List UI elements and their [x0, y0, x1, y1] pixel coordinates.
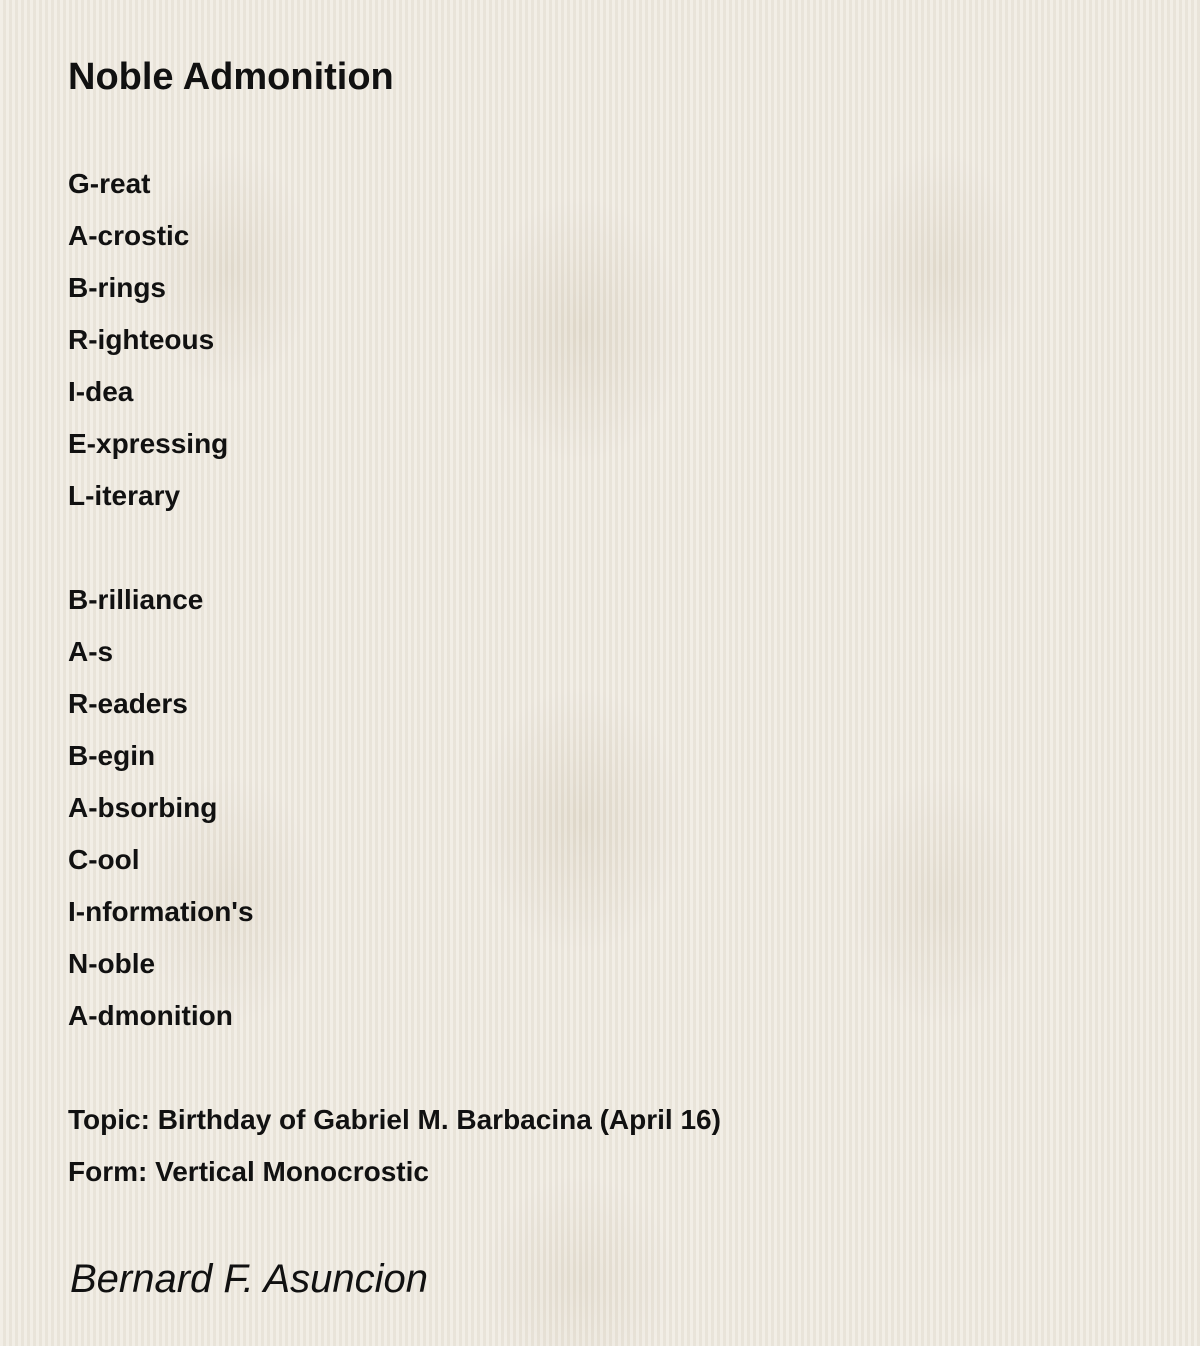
poem-line: B-egin [68, 740, 156, 771]
poem-line: R-ighteous [68, 324, 215, 355]
poem-line: I-dea [68, 376, 134, 407]
poem-line: R-eaders [68, 688, 188, 719]
poem-line: L-iterary [68, 480, 181, 511]
poem-line: I-nformation's [68, 896, 254, 927]
poem-line: E-xpressing [68, 428, 229, 459]
stanza-break [68, 522, 1128, 574]
poem-author[interactable]: Bernard F. Asuncion [70, 1257, 428, 1301]
poem-page [68, 52, 1128, 1304]
topic-line: Topic: Birthday of Gabriel M. Barbacina (April 16) [68, 1104, 721, 1135]
stanza-1 [68, 158, 1128, 522]
poem-line: B-rings [68, 272, 166, 303]
poem-line: A-bsorbing [68, 792, 218, 823]
poem-line: N-oble [68, 948, 156, 979]
stanza-break [68, 1042, 1128, 1094]
poem-line: A-s [68, 636, 114, 667]
poem-line: C-ool [68, 844, 140, 875]
poem-title: Noble Admonition [68, 56, 394, 98]
poem-line: A-dmonition [68, 1000, 233, 1031]
stanza-2 [68, 574, 1128, 1042]
form-line: Form: Vertical Monocrostic [68, 1156, 429, 1187]
poem-line: B-rilliance [68, 584, 204, 615]
poem-line: A-crostic [68, 220, 190, 251]
poem-notes [68, 1094, 1128, 1198]
poem-line: G-reat [68, 168, 151, 199]
